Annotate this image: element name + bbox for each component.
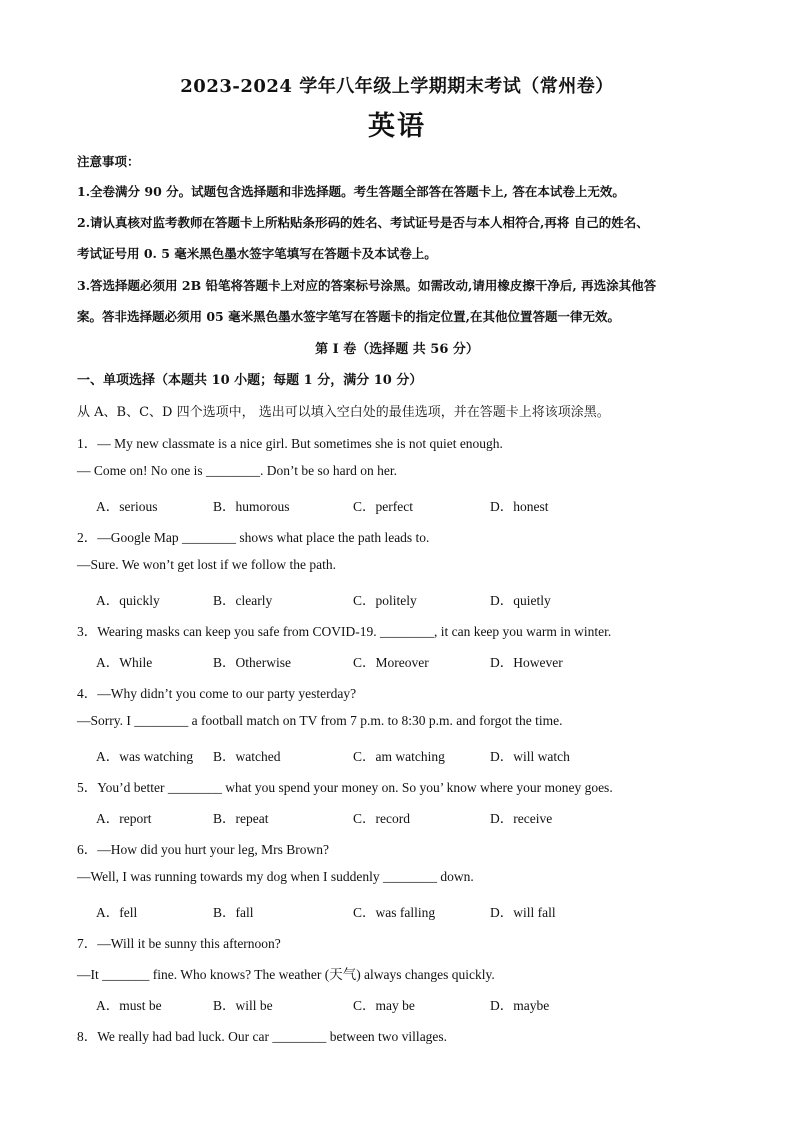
option-c: C．politely [353,593,417,608]
question-6-stem: 6．—How did you hurt your leg, Mrs Brown? [77,842,329,857]
part-heading: 第 I 卷（选择题 共 56 分） [315,342,479,357]
question-3-stem: 3．Wearing masks can keep you safe from COVID-19. ________, it can keep you warm in winter. [77,624,612,639]
option-b: B．Otherwise [213,655,291,670]
option-a: A．must be [96,998,162,1013]
option-d: D．receive [490,811,553,826]
option-b: B．fall [213,905,254,920]
option-a: A．was watching [96,749,194,764]
option-c: C．Moreover [353,655,429,670]
option-d: D．will fall [490,905,556,920]
option-d: D．honest [490,499,549,514]
question-6-dialog: —Well, I was running towards my dog when I suddenly ________ down. [77,869,474,884]
notice-item: 3.答选择题必须用 2B 铅笔将答题卡上对应的答案标号涂黑。如需改动,请用橡皮擦干净后, 再选涂其他答 [77,278,657,293]
notice-item: 2.请认真核对监考教师在答题卡上所粘贴条形码的姓名、考试证号是否与本人相符合,再将 自己的姓名、 [77,215,649,230]
notice-item: 1.全卷满分 90 分。试题包含选择题和非选择题。考生答题全部答在答题卡上, 答在本试卷上无效。 [77,184,625,199]
section-title: 一、单项选择（本题共 10 小题；每题 1 分，满分 10 分） [77,373,423,388]
option-b: B．clearly [213,593,273,608]
option-c: C．record [353,811,410,826]
question-7-dialog: —It _______ fine. Who knows? The weather (天气) always changes quickly. [77,967,495,982]
notice-item: 考试证号用 0. 5 毫米黑色墨水签字笔填写在答题卡及本试卷上。 [77,246,437,261]
section-instruction: 从 A、B、C、D 四个选项中， 选出可以填入空白处的最佳选项，并在答题卡上将该项涂黑。 [77,405,610,420]
option-c: C．may be [353,998,415,1013]
question-5-stem: 5．You’d better ________ what you spend your money on. So you’ know where your money goes. [77,780,613,795]
option-d: D．However [490,655,563,670]
subject-title: 英语 [368,111,426,142]
question-1-dialog: — Come on! No one is ________. Don’t be so hard on her. [77,463,397,478]
option-a: A．While [96,655,153,670]
option-a: A．fell [96,905,138,920]
notice-heading: 注意事项： [77,154,140,169]
question-8-stem: 8．We really had bad luck. Our car ________ between two villages. [77,1029,448,1044]
option-b: B．watched [213,749,281,764]
option-c: C．perfect [353,499,413,514]
question-2-dialog: —Sure. We won’t get lost if we follow the path. [77,557,336,572]
option-c: C．was falling [353,905,436,920]
question-1-stem: 1．— My new classmate is a nice girl. But sometimes she is not quiet enough. [77,436,503,451]
option-a: A．serious [96,499,158,514]
exam-title: 2023-2024 学年八年级上学期期末考试（常州卷） [180,76,614,97]
question-7-stem: 7．—Will it be sunny this afternoon? [77,936,281,951]
question-4-stem: 4．—Why didn’t you come to our party yesterday? [77,686,357,701]
option-b: B．humorous [213,499,290,514]
option-b: B．will be [213,998,273,1013]
option-a: A．quickly [96,593,160,608]
question-2-stem: 2．—Google Map ________ shows what place the path leads to. [77,530,430,545]
option-d: D．maybe [490,998,550,1013]
option-a: A．report [96,811,152,826]
question-4-dialog: —Sorry. I ________ a football match on TV from 7 p.m. to 8:30 p.m. and forgot the time. [77,713,563,728]
option-d: D．will watch [490,749,570,764]
option-d: D．quietly [490,593,551,608]
option-b: B．repeat [213,811,269,826]
option-c: C．am watching [353,749,445,764]
notice-item: 案。答非选择题必须用 05 毫米黑色墨水签字笔写在答题卡的指定位置,在其他位置答题一律无效。 [77,309,620,324]
